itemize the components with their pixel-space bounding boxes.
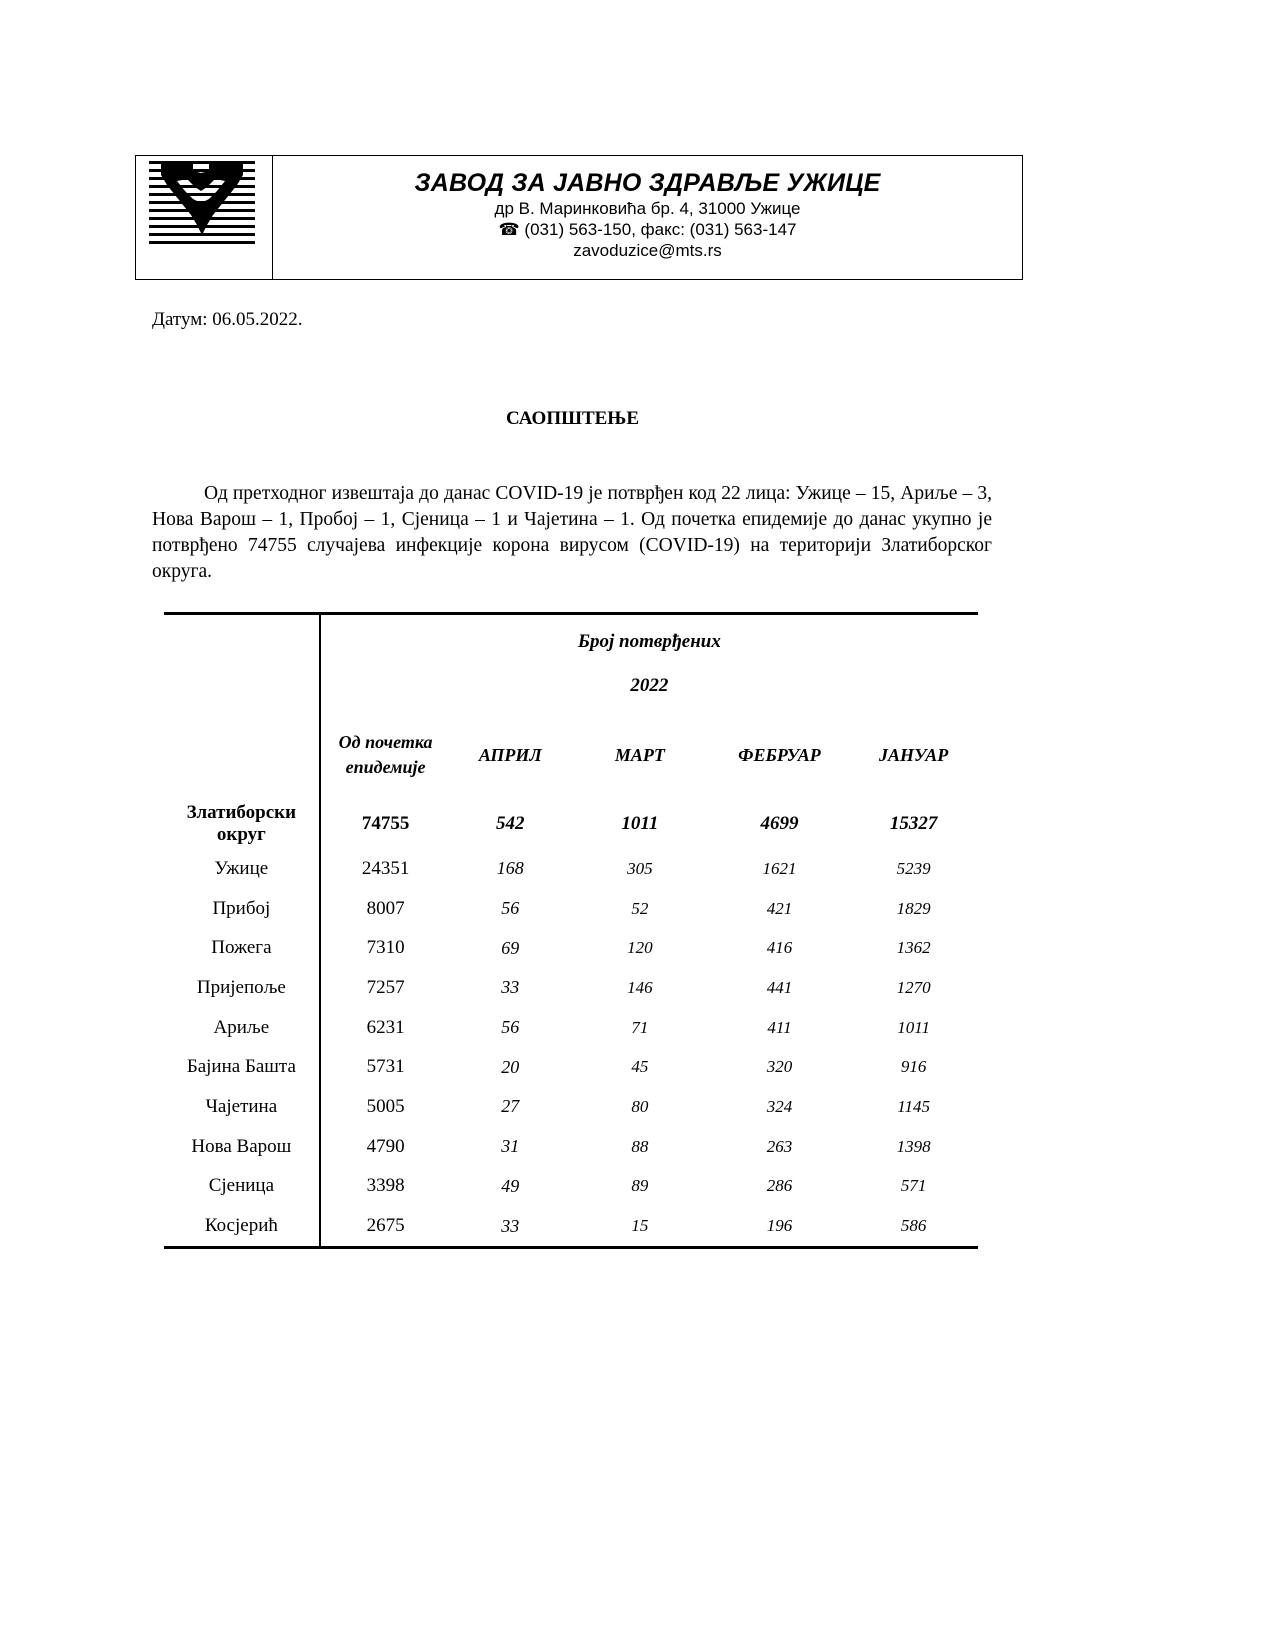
cell-value: 7310: [366, 937, 405, 959]
table-row: [164, 849, 978, 889]
row-name: Пожега: [164, 928, 320, 968]
cell-value: 56: [501, 898, 520, 919]
org-phone-fax: ☎ (031) 563-150, факс: (031) 563-147: [498, 220, 797, 239]
cell-value: 196: [766, 1216, 793, 1236]
table-row: [164, 1127, 978, 1167]
announcement-paragraph: Од претходног извештаја до данас COVID-19 је потврђен код 22 лица: Ужице – 15, Ариље – 3, Нова Варош – 1, Пробој – 1, Сјеница – 1 и Чајетина – 1. Од почетка епидемије до данас укупно је потврђено 74755 случајева инфекције корона вирусом (COVID-19) на територији Златиборског округа.: [152, 483, 992, 582]
column-header: МАРТ: [614, 744, 665, 765]
org-name: ЗАВОД ЗА ЈАВНО ЗДРАВЉЕ УЖИЦЕ: [414, 169, 881, 197]
cell-value: 56: [501, 1017, 520, 1038]
table-row: [164, 889, 978, 929]
cell-value: 4790: [366, 1135, 405, 1157]
cell-value: 15327: [889, 813, 938, 834]
cell-value: 1398: [896, 1136, 931, 1156]
cell-value: 416: [766, 938, 793, 958]
cases-table-wrapper: [164, 612, 978, 1249]
cell-value: 80: [631, 1096, 649, 1116]
group-header-row: [164, 614, 978, 662]
cell-value: 31: [501, 1136, 520, 1157]
column-header: ФЕБРУАР: [738, 744, 821, 765]
row-name: Нова Варош: [164, 1127, 320, 1167]
cell-value: 4699: [760, 813, 799, 834]
cell-value: 20: [501, 1056, 520, 1077]
document-title: САОПШТЕЊЕ: [505, 408, 640, 429]
row-name: Ужице: [164, 849, 320, 889]
table-row: [164, 968, 978, 1008]
cell-value: 52: [631, 898, 649, 918]
cell-value: 1621: [762, 858, 797, 878]
cell-value: 586: [900, 1216, 927, 1236]
total-row: [164, 799, 978, 849]
cell-value: 89: [631, 1176, 649, 1196]
row-name: Чајетина: [164, 1087, 320, 1127]
row-name: Пријепоље: [164, 968, 320, 1008]
cell-value: 7257: [366, 976, 405, 998]
table-row: [164, 1206, 978, 1247]
cell-value: 71: [631, 1017, 649, 1037]
cell-value: 120: [627, 938, 653, 958]
table-row: [164, 928, 978, 968]
cell-value: 320: [766, 1057, 793, 1077]
cell-value: 542: [496, 813, 525, 834]
table-row: [164, 1167, 978, 1207]
cell-value: 1270: [896, 977, 931, 997]
cell-value: 3398: [366, 1175, 405, 1197]
cell-value: 8007: [366, 897, 405, 919]
org-info: [273, 156, 1022, 279]
cell-value: 49: [501, 1175, 520, 1196]
empty-corner-cell: [164, 614, 320, 800]
cell-value: 5005: [366, 1095, 405, 1117]
cell-value: 1011: [897, 1017, 931, 1037]
cell-value: 263: [766, 1136, 793, 1156]
cell-value: 88: [631, 1136, 649, 1156]
table-row: [164, 1087, 978, 1127]
cell-value: 1011: [621, 813, 659, 834]
org-email: zavoduzice@mts.rs: [573, 241, 722, 260]
institute-logo-icon: [149, 161, 255, 253]
row-name: Златиборски округ: [164, 799, 320, 849]
cell-value: 305: [627, 858, 653, 878]
cell-value: 74755: [361, 813, 410, 834]
table-row: [164, 1047, 978, 1087]
row-name: Прибој: [164, 889, 320, 929]
org-address: др В. Маринковића бр. 4, 31000 Ужице: [494, 199, 801, 218]
confirmed-cases-table: [164, 612, 978, 1249]
cell-value: 286: [766, 1176, 793, 1196]
cell-value: 1362: [896, 938, 931, 958]
document-date: Датум: 06.05.2022.: [152, 309, 303, 330]
cell-value: 33: [501, 1215, 520, 1236]
cell-value: 168: [496, 858, 524, 879]
cell-value: 1145: [897, 1096, 931, 1116]
cell-value: 421: [766, 898, 793, 918]
cell-value: 5731: [366, 1056, 405, 1078]
column-header: Од почетка епидемије: [338, 732, 433, 777]
cell-value: 146: [627, 977, 653, 997]
column-header: ЈАНУАР: [879, 744, 949, 765]
row-name: Косјерић: [164, 1206, 320, 1247]
cell-value: 1829: [896, 898, 931, 918]
row-name: Бајина Башта: [164, 1047, 320, 1087]
cell-value: 27: [501, 1096, 520, 1117]
logo-cell: [136, 156, 273, 279]
cell-value: 571: [900, 1176, 927, 1196]
cell-value: 33: [501, 977, 520, 998]
cell-value: 69: [501, 937, 520, 958]
cell-value: 45: [631, 1057, 649, 1077]
cell-value: 6231: [366, 1016, 405, 1038]
cell-value: 2675: [366, 1215, 405, 1237]
column-header: АПРИЛ: [478, 744, 542, 765]
cell-value: 15: [631, 1216, 649, 1236]
cell-value: 24351: [361, 857, 410, 879]
year-header: 2022: [630, 675, 669, 696]
cell-value: 324: [766, 1096, 793, 1116]
cell-value: 441: [766, 977, 793, 997]
row-name: Ариље: [164, 1008, 320, 1048]
cell-value: 5239: [896, 858, 931, 878]
cell-value: 916: [900, 1057, 927, 1077]
group-header: Број потврђених: [577, 631, 721, 652]
table-row: [164, 1008, 978, 1048]
letterhead: [135, 155, 1023, 280]
row-name: Сјеница: [164, 1167, 320, 1207]
cell-value: 411: [767, 1017, 792, 1037]
